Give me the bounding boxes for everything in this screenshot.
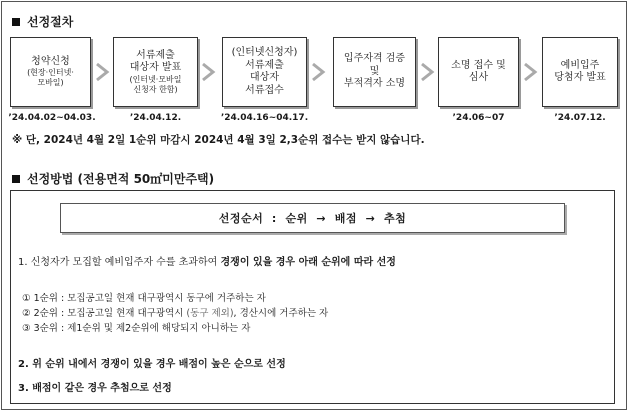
step-label: 서류접수: [245, 84, 284, 96]
step-box-winner-announcement: [542, 37, 618, 107]
method-item-1: [18, 253, 396, 268]
step-sub-label: 신청자 한함): [133, 84, 178, 94]
section-title-procedure: [12, 13, 73, 30]
selection-order-box: [60, 203, 565, 233]
method-item-2: 2. 위 순위 내에서 경쟁이 있을 경우 배점이 높은 순으로 선정: [18, 359, 286, 370]
step-label: 서류제출: [136, 49, 175, 61]
rank-text: 3순위 : 제1순위 및 제2순위에 해당되지 아니하는 자: [33, 323, 251, 334]
step-box-document-target: [113, 37, 198, 107]
rank-text-after: , 경산시에 거주하는 자: [233, 308, 329, 319]
section-title-method: [12, 170, 214, 187]
step-box-document-receipt: [222, 37, 307, 107]
step-sub-label: (인터넷·모바일: [129, 74, 182, 84]
selection-order-label: 선정순서 : 순위 → 배점 → 추첨: [218, 212, 407, 225]
step-label: 부적격자 소명: [343, 78, 406, 90]
step-date: ’24.07.12.: [554, 113, 606, 123]
step-box-eligibility-check: [333, 37, 416, 107]
rank-number: ①: [22, 293, 31, 304]
rank-text: 2순위 : 모집공고일 현재 대구광역시: [33, 308, 187, 319]
square-bullet-icon: [12, 18, 20, 26]
chevron-right-icon: [310, 62, 328, 82]
step-box-application: [10, 37, 91, 107]
rank-text-excluded: (동구 제외): [186, 308, 234, 319]
rank-item-1: [22, 290, 266, 304]
step-date: ’24.06~07: [452, 113, 505, 123]
step-date: ’24.04.12.: [129, 113, 182, 123]
step-label: 소명 접수 및: [451, 59, 506, 71]
step-date: ’24.04.16~04.17.: [220, 113, 309, 123]
rank-number: ②: [22, 308, 31, 319]
method-item-1-text: 1. 신청자가 모집할 예비입주자 수를 초과하여: [18, 257, 221, 268]
step-label: (인터넷신청자): [231, 47, 298, 58]
section-title-text: 선정절차: [27, 15, 74, 29]
chevron-right-icon: [200, 62, 218, 82]
step-label: 및: [369, 65, 380, 77]
step-label: 대상자: [250, 72, 279, 83]
chevron-right-icon: [522, 62, 540, 82]
square-bullet-icon: [12, 175, 20, 183]
method-item-1-emphasis: 경쟁이 있을 경우 아래 순위에 따라 선정: [220, 257, 396, 268]
step-sub-label: (현장·인터넷·: [27, 68, 74, 78]
step-label: 대상자 발표: [129, 62, 182, 73]
step-label: 예비입주: [560, 59, 600, 71]
method-item-3: 3. 배점이 같은 경우 추첨으로 선정: [18, 383, 172, 394]
deadline-note: ※ 단, 2024년 4월 2일 1순위 마감시 2024년 4월 3일 2,3순위 접수는 받지 않습니다.: [12, 134, 425, 146]
step-label: 심사: [468, 72, 489, 83]
chevron-right-icon: [94, 62, 112, 82]
step-label: 당첨자 발표: [554, 72, 606, 83]
section-title-text: 선정방법 (전용면적 50㎡미만주택): [27, 172, 215, 186]
rank-number: ③: [22, 323, 31, 334]
chevron-right-icon: [419, 62, 437, 82]
step-box-appeal-review: [438, 37, 519, 107]
step-label: 청약신청: [31, 55, 70, 67]
step-label: 입주자격 검증: [343, 53, 406, 65]
rank-item-2: [22, 305, 328, 319]
step-label: 서류제출: [245, 59, 284, 71]
step-sub-label: 모바일): [37, 78, 64, 88]
rank-item-3: [22, 320, 250, 334]
rank-text: 1순위 : 모집공고일 현재 대구광역시 동구에 거주하는 자: [33, 293, 266, 304]
step-date: ’24.04.02~04.03.: [8, 113, 96, 123]
